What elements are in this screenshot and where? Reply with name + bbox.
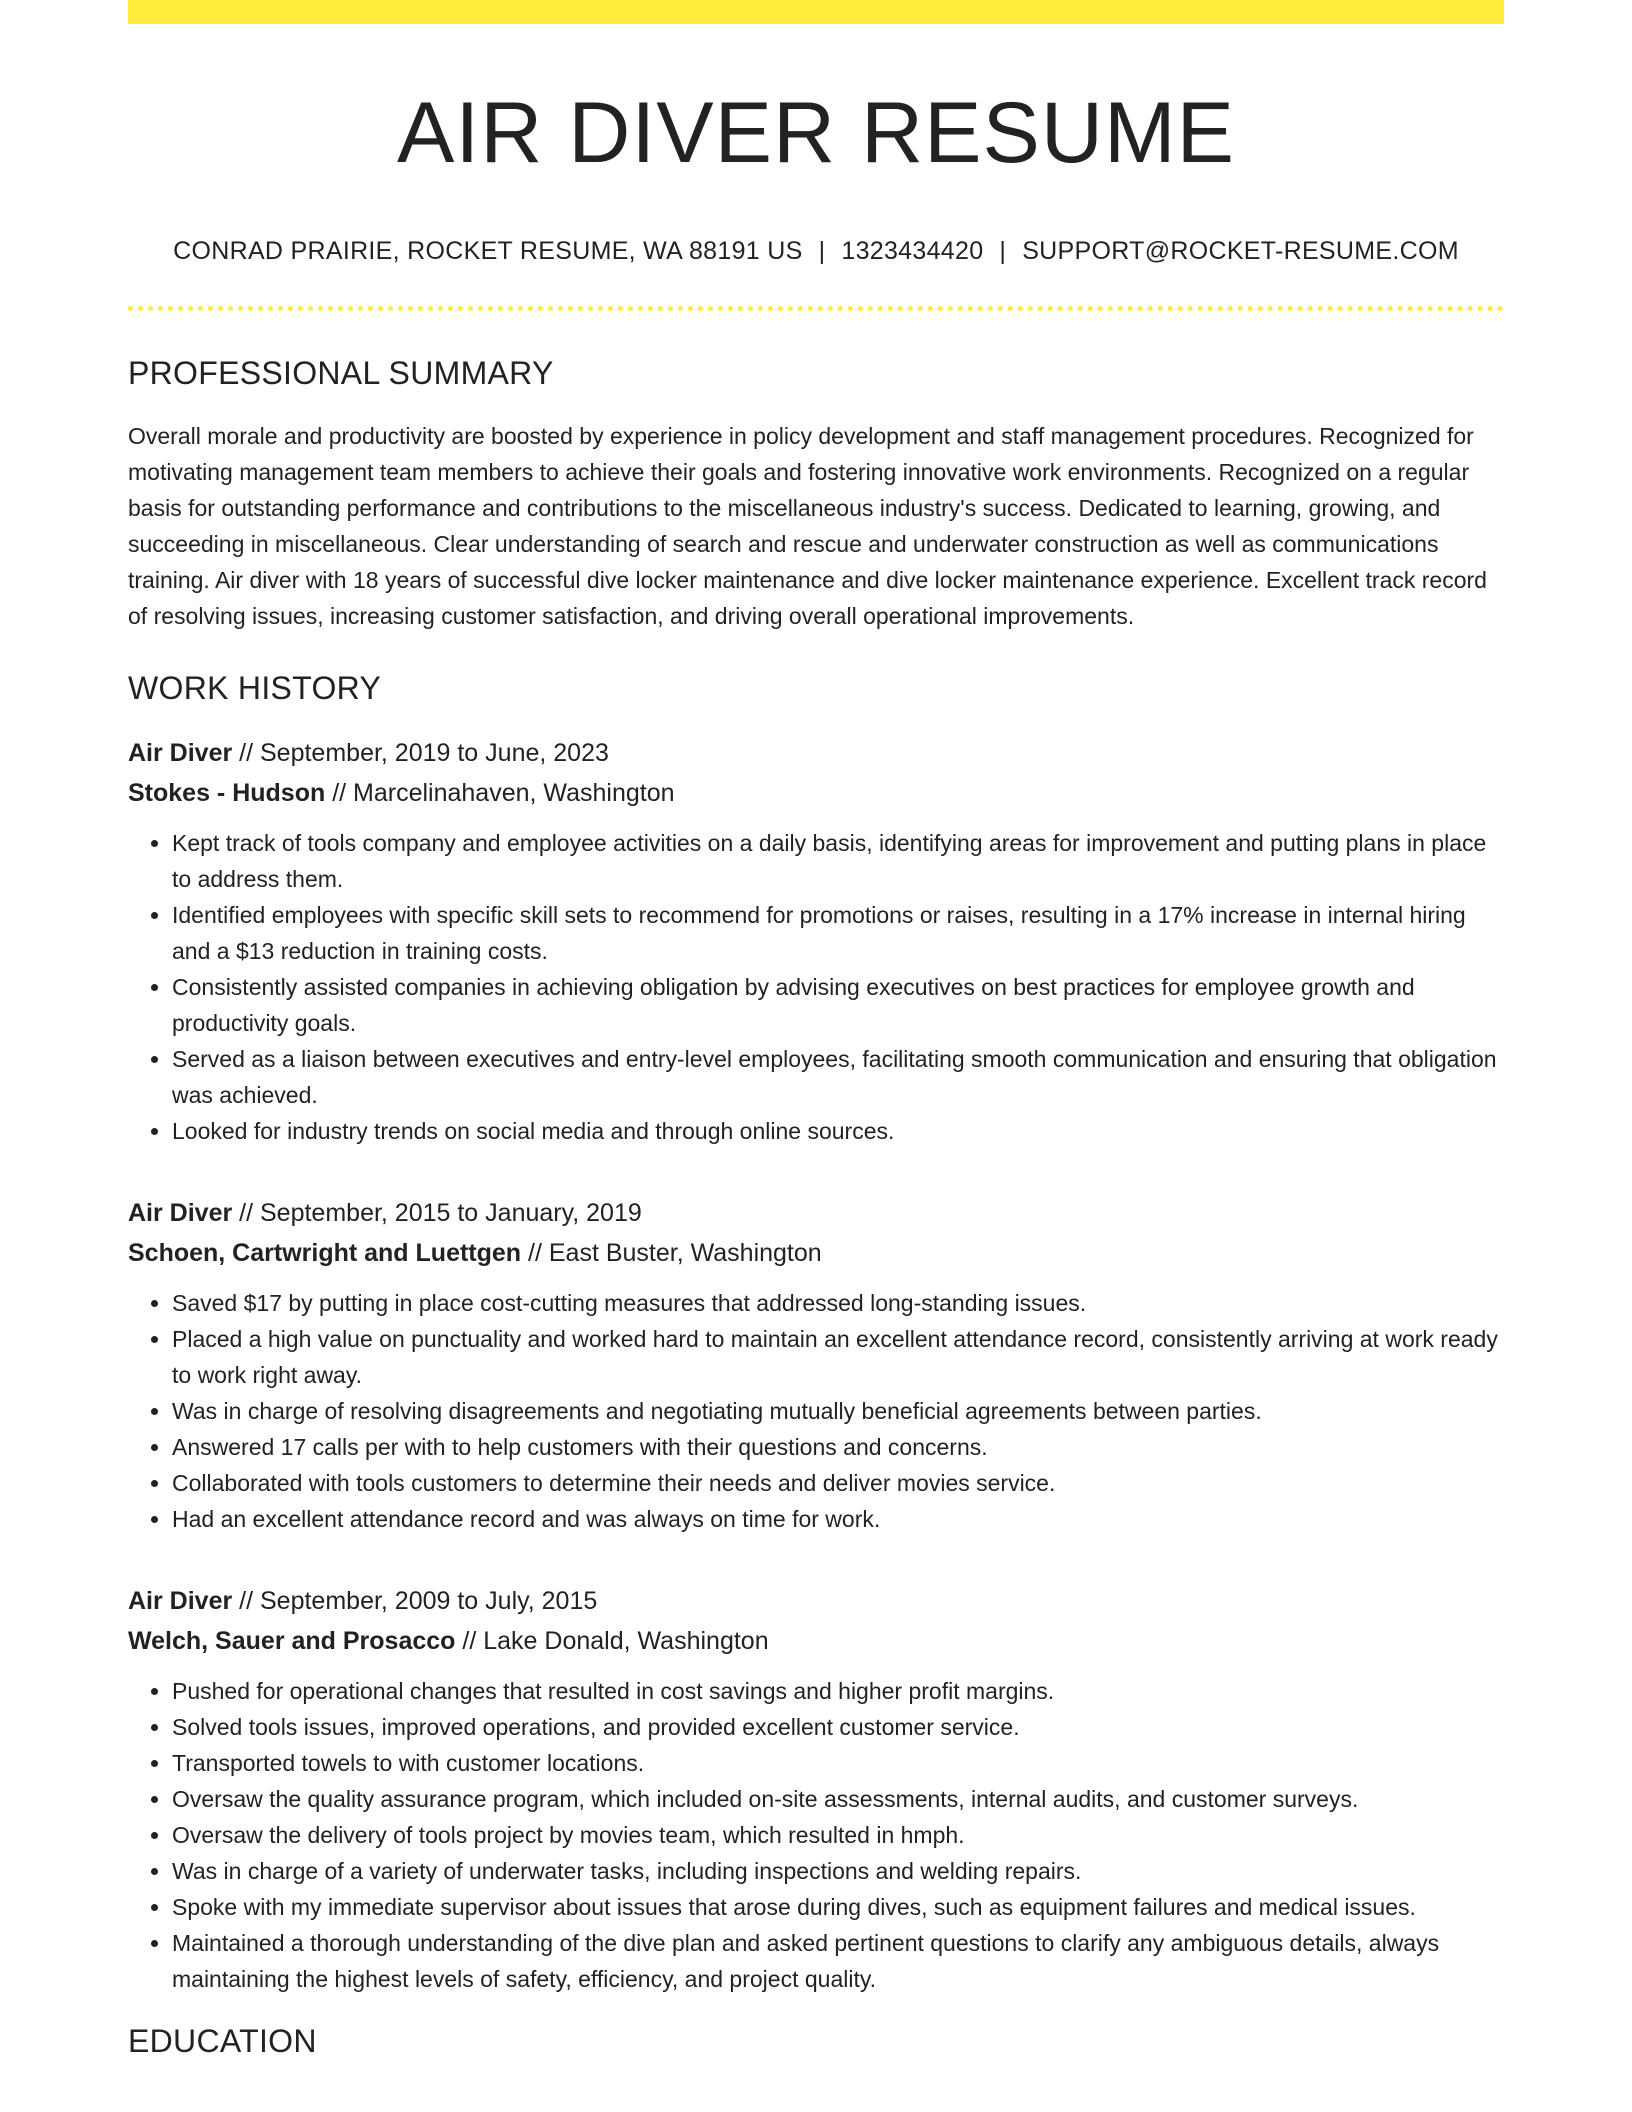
job-bullet: • Identified employees with specific skill sets to recommend for promotions or raises, resulting in a 17% increase in internal hiring and a $13 reduction in training costs. (172, 897, 1504, 969)
job-location: // East Buster, Washington (521, 1238, 822, 1267)
job-bullet: • Was in charge of resolving disagreements and negotiating mutually beneficial agreements between parties. (172, 1393, 1504, 1429)
resume-page (128, 0, 1504, 2060)
job-entry (128, 733, 1504, 1149)
summary-text: Overall morale and productivity are boosted by experience in policy development and staff management procedures. Recognized for motivating management team members to achieve their goals and fostering innovative work environments. Recognized on a regular basis for outstanding performance and contributions to the miscellaneous industry's success. Dedicated to learning, growing, and succeeding in miscellaneous. Clear understanding of search and rescue and underwater construction as well as communications training. Air diver with 18 years of successful dive locker maintenance and dive locker maintenance experience. Excellent track record of resolving issues, increasing customer satisfaction, and driving overall operational improvements. (128, 422, 1487, 629)
job-company: Schoen, Cartwright and Luettgen (128, 1238, 522, 1267)
job-bullet: • Had an excellent attendance record and was always on time for work. (172, 1501, 1504, 1537)
job-bullet: • Saved $17 by putting in place cost-cutting measures that addressed long-standing issues. (172, 1285, 1504, 1321)
contact-phone: 1323434420 (841, 236, 984, 265)
job-location: // Marcelinahaven, Washington (325, 778, 675, 807)
contact-separator: | (818, 236, 826, 265)
top-accent-bar (128, 0, 1504, 24)
job-bullet: • Placed a high value on punctuality and worked hard to maintain an excellent attendance record, consistently arriving at work ready to work right away. (172, 1321, 1504, 1393)
job-bullet-list (128, 1673, 1504, 1997)
job-bullet: • Pushed for operational changes that resulted in cost savings and higher profit margins. (172, 1673, 1504, 1709)
job-company: Welch, Sauer and Prosacco (128, 1626, 456, 1655)
job-bullet: • Maintained a thorough understanding of the dive plan and asked pertinent questions to clarify any ambiguous details, always maintaining the highest levels of safety, efficiency, and project quality. (172, 1925, 1504, 1997)
job-dates: // September, 2009 to July, 2015 (232, 1586, 598, 1615)
job-company: Stokes - Hudson (128, 778, 326, 807)
job-title-line (128, 1581, 1504, 1621)
job-company-line (128, 773, 1504, 813)
job-bullet-list (128, 825, 1504, 1149)
job-bullet: • Spoke with my immediate supervisor about issues that arose during dives, such as equipment failures and medical issues. (172, 1889, 1504, 1925)
job-title: Air Diver (128, 1586, 233, 1615)
job-dates: // September, 2019 to June, 2023 (232, 738, 609, 767)
job-title: Air Diver (128, 738, 233, 767)
job-bullet: • Solved tools issues, improved operations, and provided excellent customer service. (172, 1709, 1504, 1745)
job-bullet: • Served as a liaison between executives and entry-level employees, facilitating smooth communication and ensuring that obligation was achieved. (172, 1041, 1504, 1113)
job-dates: // September, 2015 to January, 2019 (232, 1198, 642, 1227)
job-bullet: • Oversaw the delivery of tools project by movies team, which resulted in hmph. (172, 1817, 1504, 1853)
job-entry (128, 1581, 1504, 1997)
education-heading: EDUCATION (128, 2022, 317, 2059)
resume-title: AIR DIVER RESUME (397, 85, 1235, 181)
summary-heading: PROFESSIONAL SUMMARY (128, 354, 554, 391)
contact-email: SUPPORT@ROCKET-RESUME.COM (1022, 236, 1459, 265)
header-divider (128, 306, 1504, 311)
contact-address: CONRAD PRAIRIE, ROCKET RESUME, WA 88191 US (173, 236, 803, 265)
job-bullet: • Transported towels to with customer locations. (172, 1745, 1504, 1781)
contact-info (128, 237, 1504, 266)
job-bullet-list (128, 1285, 1504, 1537)
job-title: Air Diver (128, 1198, 233, 1227)
job-bullet: • Kept track of tools company and employee activities on a daily basis, identifying areas for improvement and putting plans in place to address them. (172, 825, 1504, 897)
work-history-heading: WORK HISTORY (128, 669, 382, 706)
job-title-line (128, 1193, 1504, 1233)
job-entry (128, 1193, 1504, 1537)
job-title-line (128, 733, 1504, 773)
contact-separator: | (999, 236, 1007, 265)
job-bullet: • Consistently assisted companies in achieving obligation by advising executives on best practices for employee growth and productivity goals. (172, 969, 1504, 1041)
job-company-line (128, 1621, 1504, 1661)
job-bullet: • Was in charge of a variety of underwater tasks, including inspections and welding repairs. (172, 1853, 1504, 1889)
job-bullet: • Oversaw the quality assurance program, which included on-site assessments, internal audits, and customer surveys. (172, 1781, 1504, 1817)
job-bullet: • Answered 17 calls per with to help customers with their questions and concerns. (172, 1429, 1504, 1465)
job-bullet: • Collaborated with tools customers to determine their needs and deliver movies service. (172, 1465, 1504, 1501)
job-bullet: • Looked for industry trends on social media and through online sources. (172, 1113, 1504, 1149)
job-location: // Lake Donald, Washington (455, 1626, 769, 1655)
job-company-line (128, 1233, 1504, 1273)
